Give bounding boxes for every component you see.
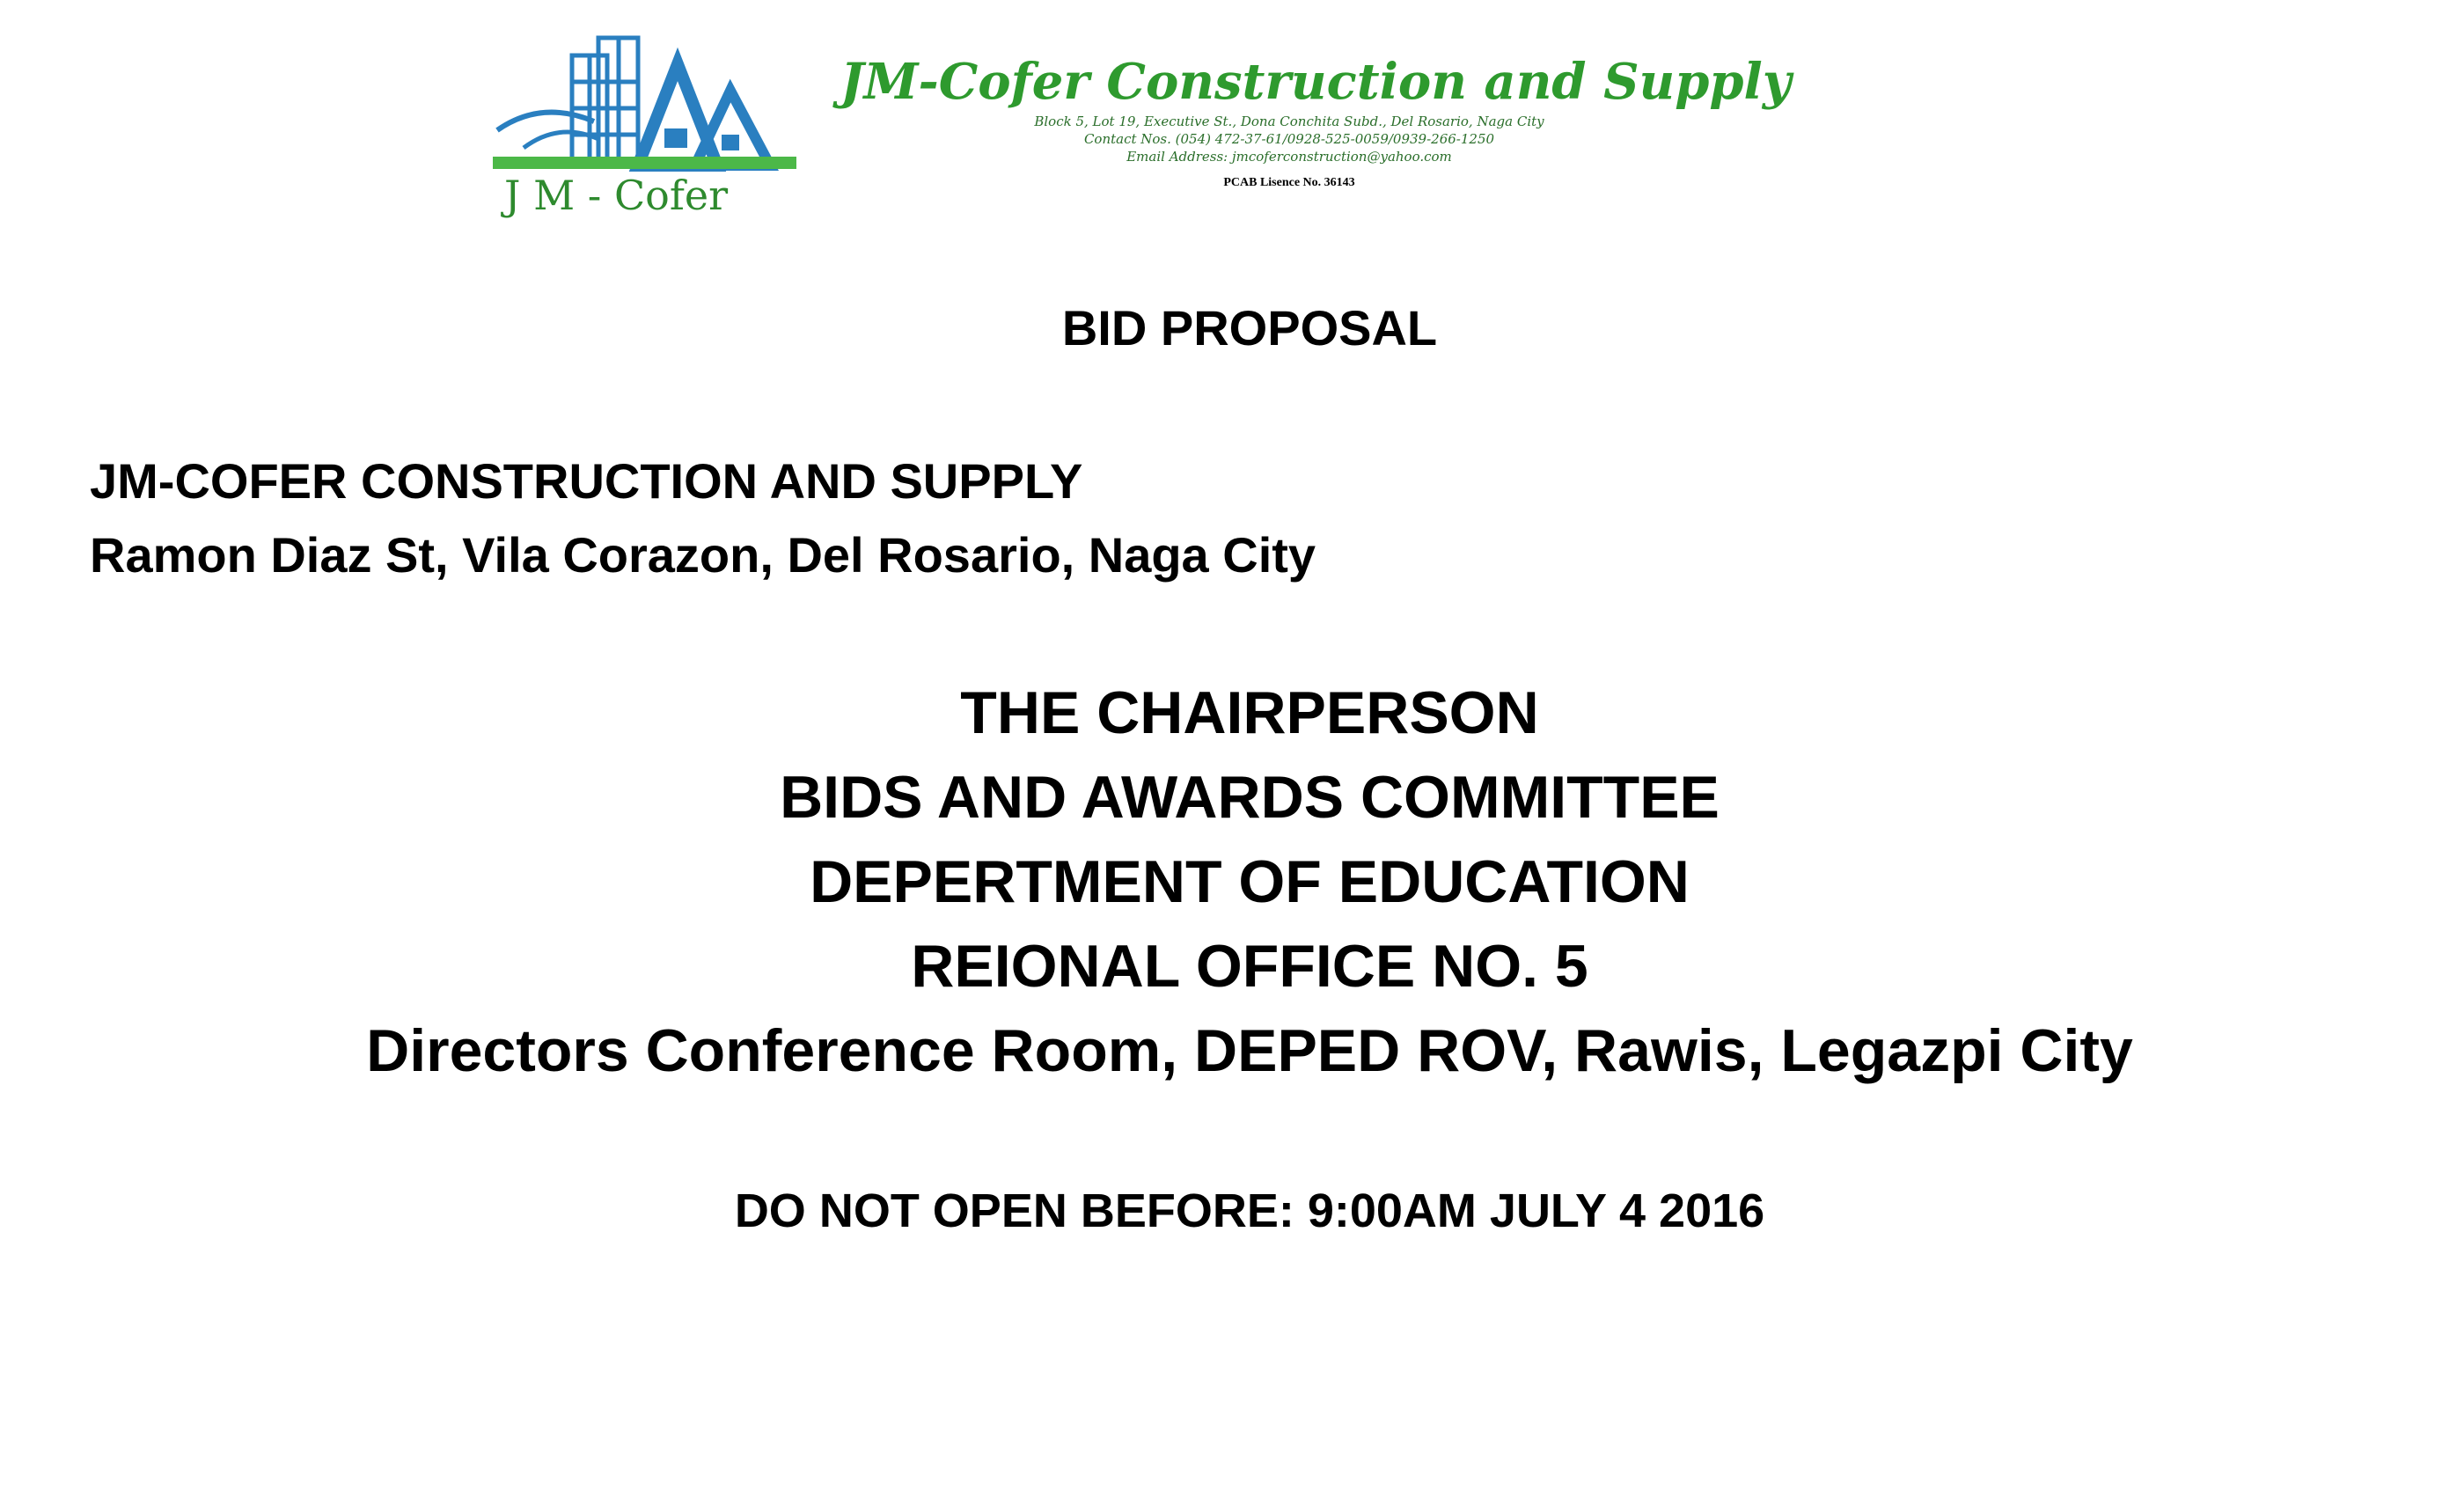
company-address: Block 5, Lot 19, Executive St., Dona Conchita Subd., Del Rosario, Naga City	[1034, 114, 1544, 129]
company-name: JM-Cofer Construction and Supply	[840, 53, 1792, 111]
document-title: BID PROPOSAL	[1061, 300, 1438, 356]
license-number: PCAB Lisence No. 36143	[1223, 176, 1355, 189]
company-info	[840, 51, 1792, 190]
company-contact: Contact Nos. (054) 472-37-61/0928-525-0059/0939-266-1250	[1083, 131, 1495, 147]
sender-name: JM-COFER CONSTRUCTION AND SUPPLY	[90, 453, 1083, 509]
company-email: Email Address: jmcoferconstruction@yahoo.com	[1126, 149, 1452, 165]
sender-block	[90, 444, 1316, 592]
recipient-line: Directors Conference Room, DEPED ROV, Rawis, Legazpi City	[366, 1017, 2133, 1084]
opening-notice: DO NOT OPEN BEFORE: 9:00AM JULY 4 2016	[734, 1184, 1765, 1237]
recipient-line: BIDS AND AWARDS COMMITTEE	[780, 764, 1720, 831]
recipient-line: DEPERTMENT OF EDUCATION	[810, 848, 1690, 915]
sender-address: Ramon Diaz St, Vila Corazon, Del Rosario, Naga City	[90, 527, 1316, 583]
recipient-line: THE CHAIRPERSON	[960, 679, 1539, 746]
logo-text: J M - Cofer	[504, 172, 729, 218]
letterhead	[488, 16, 1792, 218]
recipient-line: REIONAL OFFICE NO. 5	[911, 933, 1588, 1000]
recipient-block	[0, 671, 2464, 1093]
company-logo	[488, 16, 805, 218]
